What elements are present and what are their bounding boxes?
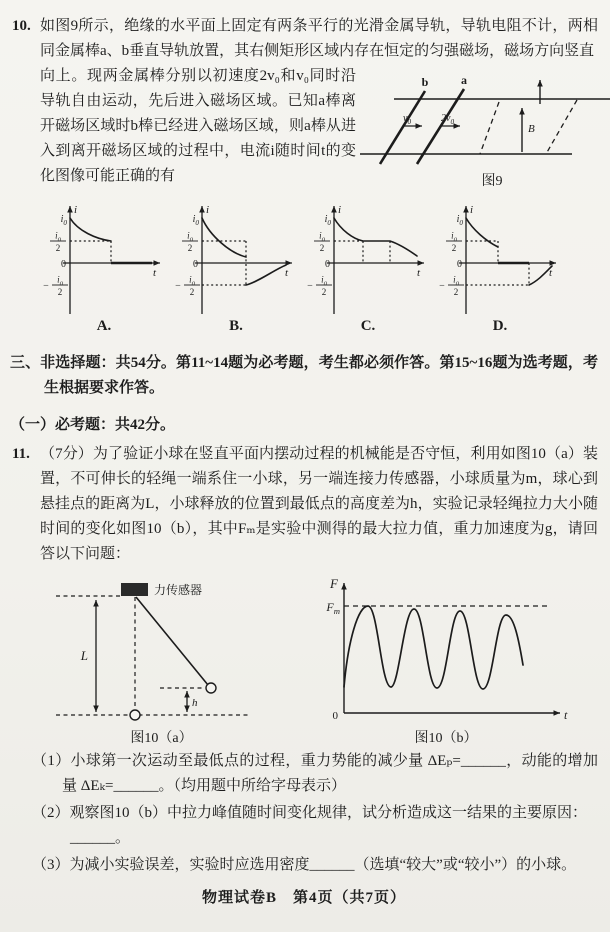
subquestion-2-blank: ______。 [70, 830, 131, 846]
svg-text:t: t [564, 708, 568, 722]
svg-text:i: i [338, 204, 342, 216]
subquestion-2-text: 观察图10（b）中拉力峰值随时间变化规律，试分析造成这一结果的主要原因： [69, 805, 588, 821]
subquestion-1-text: 小球第一次运动至最低点的过程，重力势能的减少量 ΔEₚ=______，动能的增加量 ΔEₖ=______。（均用题中所给字母表示） [62, 753, 598, 794]
question-11 [10, 442, 598, 567]
svg-text:0: 0 [193, 259, 198, 270]
svg-text:t: t [549, 267, 553, 279]
svg-text:i: i [470, 204, 474, 216]
svg-text:2v0: $2v_0$ [441, 113, 455, 126]
page-footer: 物理试卷B 第4页（共7页） [201, 890, 406, 906]
figure-10b-force-time-graph [312, 575, 580, 725]
svg-text:i0: $i_0$ [456, 214, 463, 227]
svg-text:i0: $i_0$ [324, 214, 331, 227]
subquestion-1 [32, 749, 598, 799]
answer-options [10, 190, 598, 337]
option-b [172, 200, 300, 335]
option-b-label: B. [229, 318, 243, 334]
svg-text:0: 0 [332, 710, 338, 722]
svg-text:i0: $i_0$ [187, 230, 193, 244]
option-c [304, 200, 432, 335]
subquestion-2-number: （2） [32, 805, 70, 821]
question-10 [10, 14, 598, 190]
svg-text:i0: $i_0$ [453, 274, 459, 288]
svg-text:−: − [307, 280, 313, 292]
svg-text:2: 2 [453, 287, 459, 297]
svg-text:F: F [330, 576, 338, 591]
svg-text:i0: $i_0$ [57, 274, 63, 288]
question-11-number: 11. [12, 446, 30, 462]
figure-10a [44, 575, 279, 747]
svg-text:i0: $i_0$ [189, 274, 195, 288]
svg-text:t: t [153, 267, 157, 279]
svg-text:2: 2 [451, 243, 457, 253]
svg-text:i0: $i_0$ [55, 230, 61, 244]
option-c-graph [304, 200, 432, 318]
option-a-graph [40, 200, 168, 318]
option-d-label: D. [492, 318, 508, 334]
option-d-graph [436, 200, 564, 318]
svg-text:力传感器: 力传感器 [154, 583, 203, 597]
svg-text:2: 2 [187, 243, 193, 253]
svg-text:i0: $i_0$ [192, 214, 199, 227]
figure-9-rails-diagram [356, 74, 610, 168]
subquestion-3-text: 为减小实验误差，实验时应选用密度______（选填“较大”或“较小”）的小球。 [69, 857, 577, 873]
question-10-columns [40, 64, 598, 190]
svg-text:B: B [528, 123, 535, 135]
svg-text:0: 0 [457, 259, 462, 270]
option-b-graph [172, 200, 300, 318]
option-a-label: A. [96, 318, 112, 334]
part-1-header: （一）必考题：共42分。 [10, 417, 176, 433]
question-10-number: 10. [12, 18, 31, 34]
question-10-intro: 如图9所示，绝缘的水平面上固定有两条平行的光滑金属导轨，导轨电阻不计，两相同金属棒a、b垂直导轨放置，其右侧矩形区域内存在恒定的匀强磁场，磁场方向竖直 [40, 18, 598, 59]
svg-text:i0: $i_0$ [319, 230, 325, 244]
svg-text:L: L [80, 648, 88, 663]
svg-text:0: 0 [61, 259, 66, 270]
svg-text:a: a [461, 74, 467, 87]
svg-text:b: b [421, 75, 429, 89]
option-a [40, 200, 168, 335]
svg-text:h: h [192, 697, 198, 709]
question-10-text: 向上。现两金属棒分别以初速度2v₀和v₀同时沿导轨自由运动，先后进入磁场区域。已知a棒离开磁场区域时b棒已经进入磁场区域，则a棒从进入到离开磁场区域的过程中，电流i随时间t的变化图像可能正确的有 [40, 68, 356, 184]
svg-text:2: 2 [55, 243, 61, 253]
option-d [436, 200, 564, 335]
figure-9 [356, 64, 610, 190]
svg-text:i0: $i_0$ [321, 274, 327, 288]
svg-text:2: 2 [189, 287, 195, 297]
svg-text:i: i [74, 204, 78, 216]
svg-text:t: t [417, 267, 421, 279]
svg-text:−: − [439, 280, 445, 292]
question-11-figures [10, 567, 598, 747]
svg-text:2: 2 [321, 287, 327, 297]
svg-text:t: t [285, 267, 289, 279]
figure-10b [312, 575, 580, 747]
svg-text:i: i [206, 204, 210, 216]
subquestion-3 [32, 853, 598, 878]
svg-text:i0: $i_0$ [451, 230, 457, 244]
subquestion-2 [32, 801, 598, 826]
option-c-label: C. [360, 318, 376, 334]
svg-text:−: − [43, 280, 49, 292]
svg-text:0: 0 [325, 259, 330, 270]
svg-text:−: − [175, 280, 181, 292]
figure-10b-caption: 图10（b） [414, 731, 478, 746]
figure-10a-caption: 图10（a） [130, 731, 193, 746]
question-11-text: （7分）为了验证小球在竖直平面内摆动过程的机械能是否守恒，利用如图10（a）装置，不可伸长的轻绳一端系住一小球，另一端连接力传感器，小球质量为m，球心到悬挂点的距离为L，小球释放的位置到最低点的高度差为h，实验记录轻绳拉力大小随时间的变化如图10（b），其中Fₘ是实验中测得的最大拉力值，重力加速度为g，请回答以下问题： [40, 446, 598, 562]
svg-text:v0: $v_0$ [403, 113, 412, 126]
figure-9-caption: 图9 [481, 174, 503, 189]
section-3-header: 三、非选择题：共54分。第11~14题为必考题，考生都必须作答。第15~16题为选考题，考生根据要求作答。 [10, 355, 598, 396]
figure-10a-pendulum-diagram [44, 575, 279, 725]
svg-text:2: 2 [319, 243, 325, 253]
subquestion-1-number: （1） [32, 753, 71, 769]
subquestion-3-number: （3） [32, 857, 70, 873]
svg-text:Fm: $F_m$ [326, 600, 340, 616]
svg-text:2: 2 [57, 287, 63, 297]
svg-text:i0: $i_0$ [60, 214, 67, 227]
